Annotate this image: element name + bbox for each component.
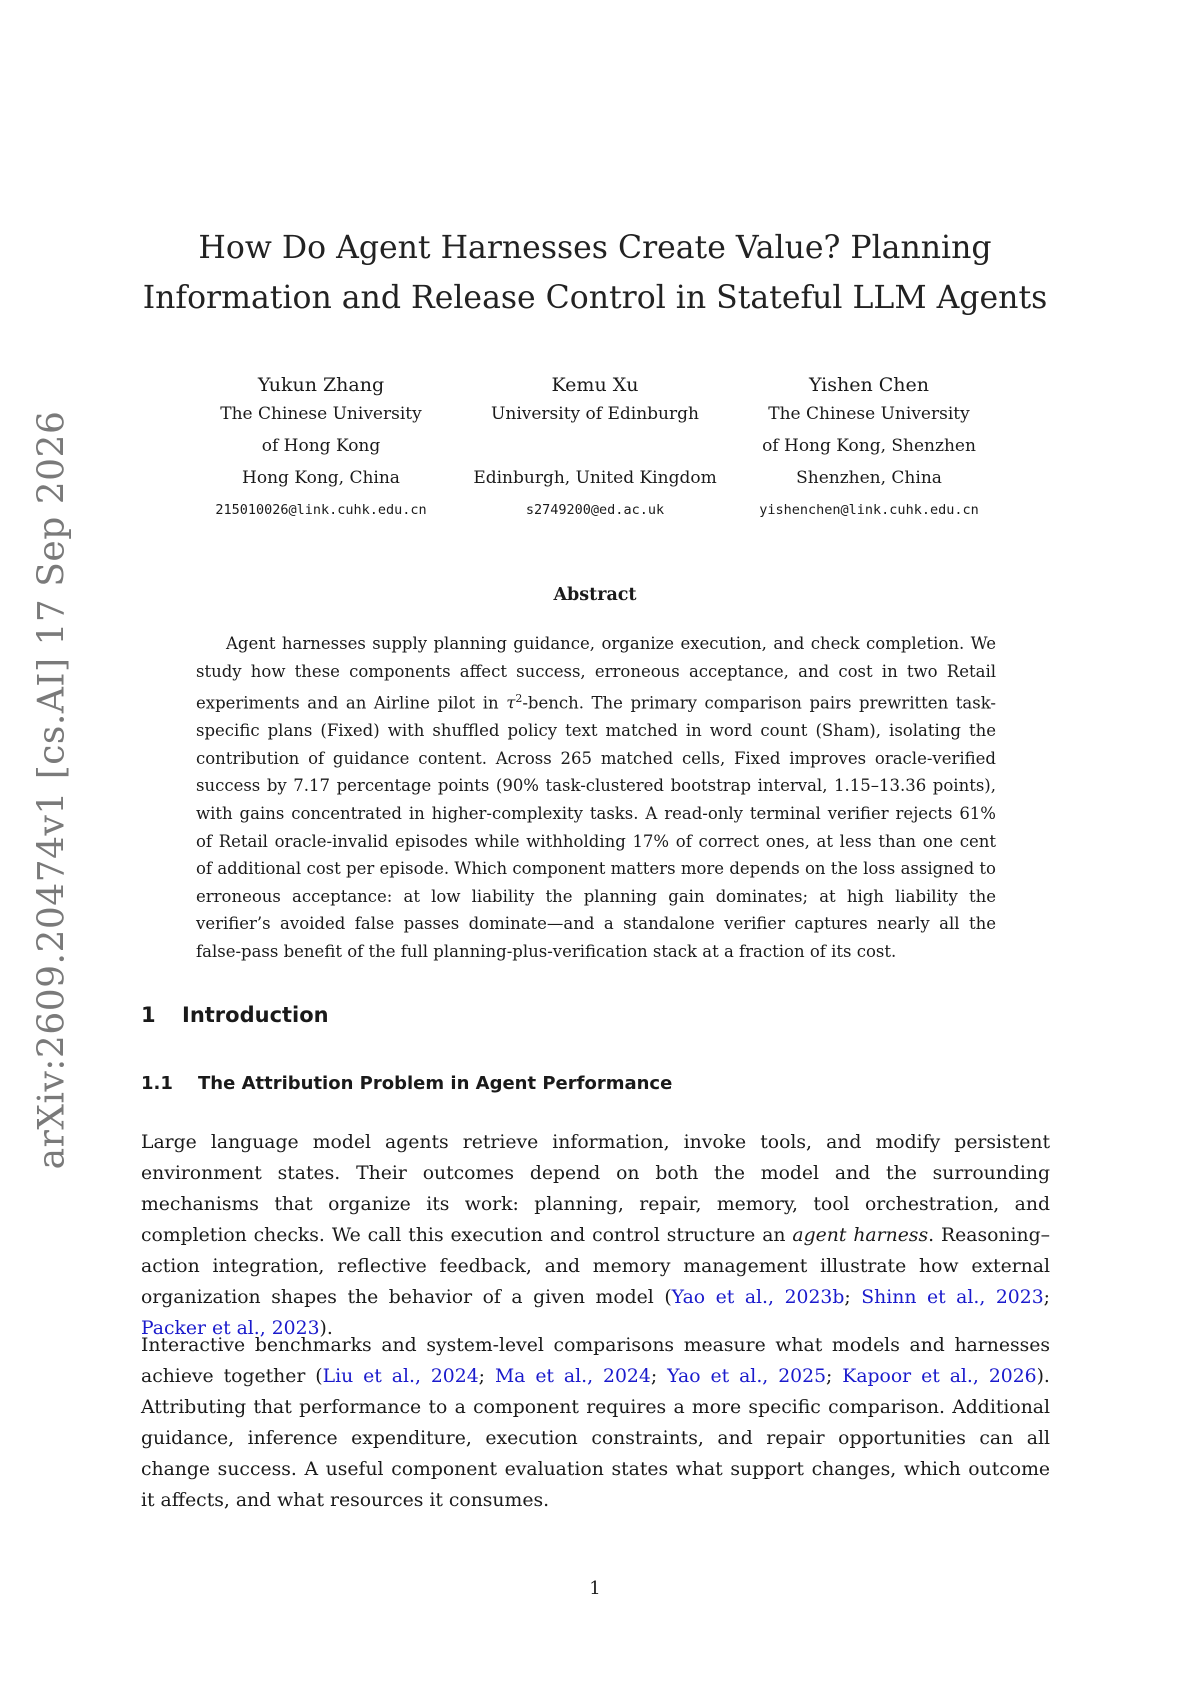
subsection-title: The Attribution Problem in Agent Performance bbox=[198, 1073, 673, 1094]
citation-link[interactable]: Yao et al., 2025 bbox=[667, 1366, 827, 1387]
paragraph-text: . Reasoning–action integration, reflective feedback, and memory management illustrate how external organization shapes the behavior of a given model ( bbox=[141, 1225, 1050, 1308]
section-number: 1 bbox=[141, 1003, 156, 1027]
abstract-text: Agent harnesses supply planning guidance, organize execution, and check completion. We study how these components affect success, erroneous acceptance, and cost in two Retail experiments and an Airline pilot in bbox=[196, 634, 996, 713]
abstract-text: -bench. The primary comparison pairs prewritten task-specific plans (Fixed) with shuffled policy text matched in word count (Sham), isolating the contribution of guidance content. Across 265 matched cells, Fixed improves oracle-verified success by 7.17 percentage points (90% task-clustered bootstrap interval, 1.15–13.36 points), with gains concentrated in higher-complexity tasks. A read-only terminal verifier rejects 61% of Retail oracle-invalid episodes while withholding 17% of correct ones, at less than one cent of additional cost per episode. Which component matters more depends on the loss assigned to erroneous acceptance: at low liability the planning gain dominates; at high liability the verifier’s avoided false passes dominate—and a standalone verifier captures nearly all the false-pass benefit of the full planning-plus-verification stack at a fraction of its cost. bbox=[196, 693, 996, 962]
author-affiliation: University of Edinburgh bbox=[491, 404, 699, 424]
author-affiliation: of Hong Kong, Shenzhen bbox=[762, 436, 976, 456]
section-title: Introduction bbox=[182, 1003, 329, 1027]
author-email[interactable]: yishenchen@link.cuhk.edu.cn bbox=[759, 502, 979, 518]
emphasis-term: agent harness bbox=[792, 1225, 929, 1246]
author-name: Kemu Xu bbox=[551, 374, 639, 396]
author-name: Yishen Chen bbox=[808, 374, 930, 396]
body-paragraph: Interactive benchmarks and system-level comparisons measure what models and harnesses achieve together (Liu et al., 2024; Ma et al., 2024; Yao et al., 2025; Kapoor et al., 2026). Attributing that performance to a component requires a more specific comparison. Additional guidance, inference expenditure, execution constraints, and repair opportunities can all change success. A useful component evaluation states what support changes, which outcome it affects, and what resources it consumes. bbox=[141, 1335, 1050, 1511]
subsection-heading bbox=[141, 1073, 672, 1094]
citation-link[interactable]: Shinn et al., 2023 bbox=[861, 1287, 1044, 1308]
author-block bbox=[460, 372, 730, 526]
citation-link[interactable]: Ma et al., 2024 bbox=[494, 1366, 651, 1387]
author-location: Hong Kong, China bbox=[242, 468, 400, 488]
author-affiliation: of Hong Kong bbox=[261, 436, 381, 456]
author-email[interactable]: s2749200@ed.ac.uk bbox=[525, 502, 665, 518]
author-email[interactable]: 215010026@link.cuhk.edu.cn bbox=[215, 502, 427, 518]
citation-link[interactable]: Packer et al., 2023 bbox=[141, 1318, 320, 1339]
abstract-heading: Abstract bbox=[553, 585, 637, 605]
author-block bbox=[186, 372, 456, 526]
citation-link[interactable]: Liu et al., 2024 bbox=[322, 1366, 479, 1387]
subsection-number: 1.1 bbox=[141, 1073, 173, 1094]
page-number: 1 bbox=[589, 1578, 601, 1599]
body-paragraph: Large language model agents retrieve information, invoke tools, and modify persistent environment states. Their outcomes depend on both the model and the surrounding mechanisms that organize its work: planning, repair, memory, tool orchestration, and completion checks. We call this execution and control structure an agent harness. Reasoning–action integration, reflective feedback, and memory management illustrate how external organization shapes the behavior of a given model (Yao et al., 2023b; Shinn et al., 2023; Packer et al., 2023). bbox=[141, 1132, 1050, 1339]
paper-title: How Do Agent Harnesses Create Value? Planning Information and Release Control in Stateful LLM Agents bbox=[142, 230, 1048, 316]
author-affiliation bbox=[460, 430, 730, 462]
citation-link[interactable]: Yao et al., 2023b bbox=[671, 1287, 845, 1308]
arxiv-stamp-text: arXiv:2609.20474v1 [cs.AI] 17 Sep 2026 bbox=[31, 410, 73, 1170]
author-block bbox=[734, 372, 1004, 526]
paragraph-text: Interactive benchmarks and system-level comparisons measure what models and harnesses achieve together ( bbox=[141, 1335, 1050, 1387]
tau-symbol: τ bbox=[506, 693, 516, 713]
paragraph-text: Large language model agents retrieve information, invoke tools, and modify persistent environment states. Their outcomes depend on both the model and the surrounding mechanisms that organize its work: planning, repair, memory, tool orchestration, and completion checks. We call this execution and control structure an bbox=[141, 1132, 1050, 1246]
author-location: Shenzhen, China bbox=[796, 468, 942, 488]
author-name: Yukun Zhang bbox=[257, 374, 385, 396]
author-affiliation: The Chinese University bbox=[768, 404, 970, 424]
paragraph-text: ). Attributing that performance to a component requires a more specific comparison. Additional guidance, inference expenditure, execution constraints, and repair opportunities can all change success. A useful component evaluation states what support changes, which outcome it affects, and what resources it consumes. bbox=[141, 1366, 1050, 1511]
citation-link[interactable]: Kapoor et al., 2026 bbox=[842, 1366, 1037, 1387]
paragraph-text: ). bbox=[319, 1318, 333, 1339]
abstract-body bbox=[196, 630, 996, 966]
author-location: Edinburgh, United Kingdom bbox=[473, 468, 717, 488]
tau-superscript: 2 bbox=[515, 692, 523, 706]
author-affiliation: The Chinese University bbox=[220, 404, 422, 424]
section-heading bbox=[141, 1003, 329, 1027]
